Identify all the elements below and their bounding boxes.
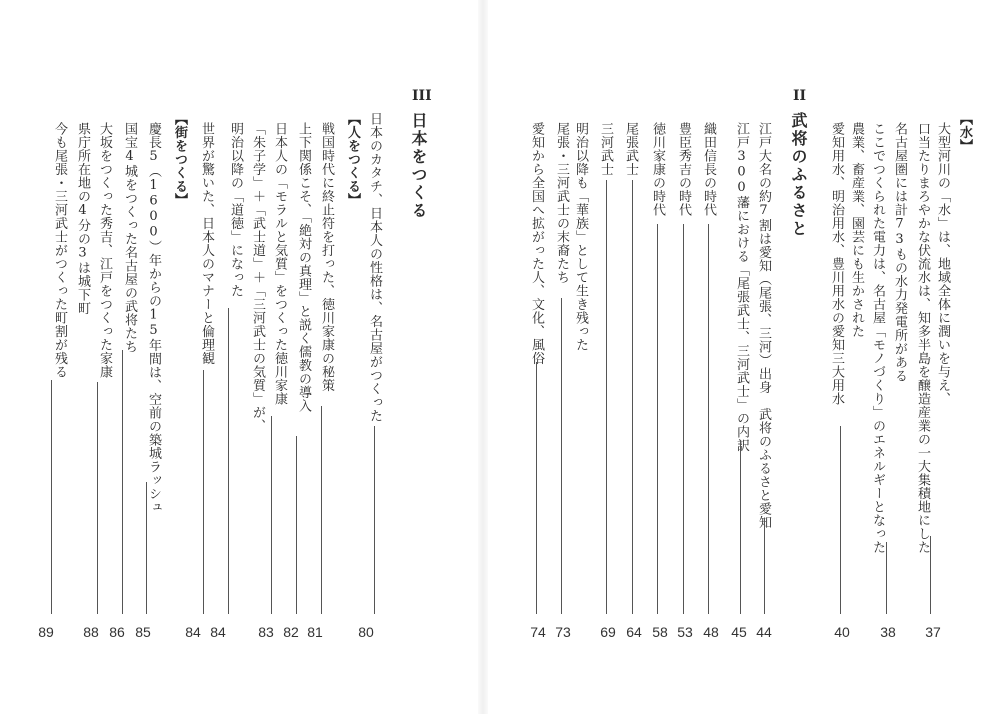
- page-number: 89: [38, 624, 54, 640]
- leader-line: [51, 380, 52, 614]
- page-number: 45: [731, 624, 747, 640]
- section-water: 【水】: [957, 112, 972, 153]
- chapter-numeral-ii: II: [793, 88, 807, 104]
- page-number: 81: [307, 624, 323, 640]
- toc-entry[interactable]: ここでつくられた電力は、名古屋「モノづくり」のエネルギーとなった: [870, 122, 885, 554]
- leader-line: [561, 298, 562, 614]
- page-number: 80: [358, 624, 374, 640]
- toc-entry[interactable]: 徳川家康の時代: [650, 122, 665, 217]
- page-number: 86: [109, 624, 125, 640]
- toc-entry[interactable]: 明治以降も「華族」として生き残った: [573, 122, 588, 352]
- toc-entry[interactable]: 慶長5（1600）年からの15年間は、空前の築城ラッシュ: [146, 122, 161, 514]
- leader-line: [228, 308, 229, 614]
- section-town: 【街をつくる】: [172, 112, 187, 207]
- toc-entry[interactable]: 江戸300藩における「尾張武士、三河武士」の内訳: [734, 122, 749, 452]
- leader-line: [683, 224, 684, 614]
- leader-line: [271, 416, 272, 614]
- chapter-title-build-japan: 日本をつくる: [409, 112, 428, 220]
- leader-line: [708, 224, 709, 614]
- page-gutter: [478, 0, 488, 714]
- toc-entry[interactable]: 今も尾張・三河武士がつくった町割が残る: [52, 122, 67, 379]
- chapter-numeral-iii: III: [412, 88, 432, 104]
- leader-line: [886, 542, 887, 614]
- toc-entry[interactable]: 世界が驚いた、日本人のマナーと倫理観: [199, 122, 214, 365]
- toc-entry[interactable]: 尾張・三河武士の末裔たち: [554, 122, 569, 284]
- leader-line: [606, 180, 607, 614]
- page-number: 64: [626, 624, 642, 640]
- leader-line: [122, 350, 123, 614]
- leader-line: [146, 482, 147, 614]
- page-number: 40: [834, 624, 850, 640]
- page-number: 82: [283, 624, 299, 640]
- leader-line: [764, 518, 765, 614]
- toc-entry[interactable]: 県庁所在地の4分の3は城下町: [75, 122, 90, 315]
- page-number: 84: [210, 624, 226, 640]
- toc-entry[interactable]: 尾張武士: [623, 122, 638, 176]
- page-number: 84: [185, 624, 201, 640]
- page-number: 74: [530, 624, 546, 640]
- toc-entry[interactable]: 明治以降の「道徳」になった: [228, 122, 243, 298]
- toc-entry[interactable]: 戦国時代に終止符を打った、徳川家康の秘策: [319, 122, 334, 392]
- page-number: 37: [925, 624, 941, 640]
- toc-entry[interactable]: 大型河川の「水」は、地域全体に潤いを与え、: [935, 122, 950, 406]
- toc-entry[interactable]: 上下関係こそ、「絶対の真理」と説く儒教の導入: [296, 122, 311, 413]
- leader-line: [657, 224, 658, 614]
- page-number: 44: [756, 624, 772, 640]
- toc-entry[interactable]: 名古屋圏には計73もの水力発電所がある: [892, 122, 907, 383]
- chapter-title-warlords: 武将のふるさと: [789, 112, 808, 238]
- leader-line: [203, 370, 204, 614]
- toc-entry[interactable]: 大坂をつくった秀吉、江戸をつくった家康: [97, 122, 112, 379]
- toc-entry[interactable]: 日本人の「モラルと気質」をつくった徳川家康: [272, 122, 287, 406]
- page-number: 38: [880, 624, 896, 640]
- toc-entry[interactable]: 日本のカタチ、日本人の性格は、名古屋がつくった: [367, 112, 382, 423]
- page-number: 58: [652, 624, 668, 640]
- toc-entry[interactable]: 三河武士: [598, 122, 613, 176]
- toc-entry[interactable]: 国宝4城をつくった名古屋の武将たち: [122, 122, 137, 354]
- page-number: 83: [258, 624, 274, 640]
- toc-entry[interactable]: 「朱子学」＋「武士道」＋「三河武士の気質」が、: [250, 122, 265, 433]
- leader-line: [97, 382, 98, 614]
- leader-line: [930, 536, 931, 614]
- toc-entry[interactable]: 口当たりまろやかな伏流水は、知多半島を醸造産業の一大集積地にした: [915, 122, 930, 554]
- page-number: 73: [555, 624, 571, 640]
- leader-line: [321, 406, 322, 614]
- page-number: 48: [703, 624, 719, 640]
- leader-line: [840, 426, 841, 614]
- page-number: 69: [600, 624, 616, 640]
- leader-line: [536, 362, 537, 614]
- toc-entry[interactable]: 豊臣秀吉の時代: [676, 122, 691, 217]
- toc-entry[interactable]: 織田信長の時代: [701, 122, 716, 217]
- toc-entry[interactable]: 農業、畜産業、園芸にも生かされた: [849, 122, 864, 338]
- page-number: 85: [135, 624, 151, 640]
- toc-entry: 愛知から全国へ拡がった人、文化、風俗: [529, 122, 544, 365]
- leader-line: [740, 440, 741, 614]
- leader-line: [374, 426, 375, 614]
- toc-entry[interactable]: 愛知用水、明治用水、豊川用水の愛知三大用水: [829, 122, 844, 406]
- leader-line: [632, 180, 633, 614]
- page-number: 88: [83, 624, 99, 640]
- leader-line: [296, 436, 297, 614]
- toc-entry[interactable]: 江戸大名の約7割は愛知（尾張、三河）出身 武将のふるさと愛知: [756, 122, 771, 529]
- page-number: 53: [677, 624, 693, 640]
- section-people: 【人をつくる】: [345, 112, 360, 207]
